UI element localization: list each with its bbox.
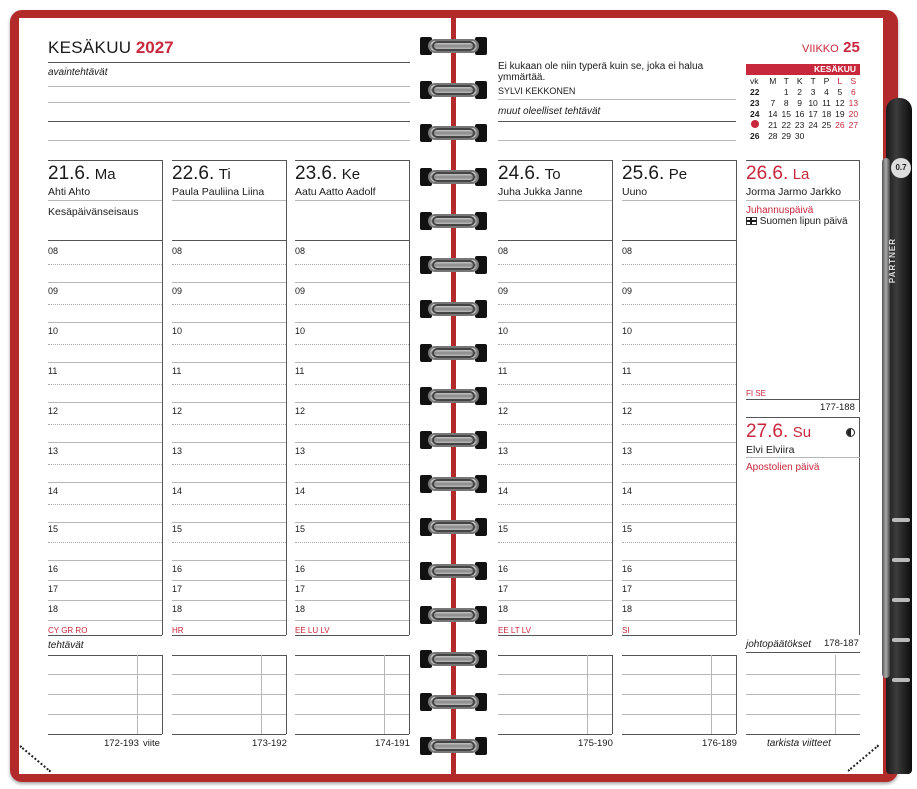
mini-calendar-week-row: 26 28 29 30 xyxy=(750,131,805,141)
pen-grip-ridge xyxy=(892,598,910,602)
reference-label: viite xyxy=(143,738,160,749)
saturday-flags: FI SE xyxy=(746,389,767,398)
hour-label: 09 xyxy=(48,286,59,296)
hour-label: 09 xyxy=(172,286,183,296)
saturday-date: 26.6. xyxy=(746,163,789,184)
hour-label: 12 xyxy=(622,406,633,416)
spiral-ring xyxy=(418,734,489,758)
hour-label: 18 xyxy=(622,604,633,614)
hour-label: 16 xyxy=(498,564,509,574)
hour-label: 18 xyxy=(295,604,306,614)
spiral-ring xyxy=(418,341,489,365)
hour-label: 11 xyxy=(172,366,182,376)
month-label: KESÄKUU xyxy=(48,38,132,57)
day-name: To xyxy=(544,166,561,183)
day-name: Ti xyxy=(218,166,231,183)
mini-calendar-header-row: vk M T K T P L S xyxy=(750,76,857,86)
saturday-event: Juhannuspäivä xyxy=(746,205,814,216)
spiral-ring xyxy=(418,472,489,496)
spiral-ring xyxy=(418,253,489,277)
saturday-name-days: Jorma Jarmo Jarkko xyxy=(746,186,842,198)
current-week-dot xyxy=(746,120,766,131)
day-name-days: Juha Jukka Janne xyxy=(498,186,583,198)
day-event: Kesäpäivänseisaus xyxy=(48,206,139,218)
pen-grip-ridge xyxy=(892,638,910,642)
day-name: Ke xyxy=(341,166,361,183)
spiral-ring xyxy=(418,384,489,408)
day-heading xyxy=(295,163,360,185)
day-date: 25.6. xyxy=(622,163,665,184)
sunday-heading xyxy=(746,421,811,443)
day-heading xyxy=(622,163,687,185)
day-date: 24.6. xyxy=(498,163,541,184)
day-name: Ma xyxy=(94,166,116,183)
hour-label: 17 xyxy=(48,584,59,594)
day-heading xyxy=(48,163,116,185)
day-pages: 175-190 xyxy=(578,738,613,749)
month-year-title xyxy=(48,38,174,58)
spiral-ring xyxy=(418,515,489,539)
saturday-pages: 177-188 xyxy=(820,402,855,413)
hour-label: 14 xyxy=(48,486,59,496)
pen-brand: PARTNER xyxy=(888,238,897,284)
pen-grip-ridge xyxy=(892,678,910,682)
hour-label: 17 xyxy=(498,584,509,594)
day-date: 23.6. xyxy=(295,163,338,184)
mini-calendar-current-week-row: 21 22 23 24 25 26 27 xyxy=(746,120,860,131)
quote-author: SYLVI KEKKONEN xyxy=(498,86,576,96)
hour-label: 14 xyxy=(295,486,306,496)
key-tasks-label: avaintehtävät xyxy=(48,67,108,78)
day-pages: 174-191 xyxy=(375,738,410,749)
spiral-ring xyxy=(418,34,489,58)
check-references-label: tarkista viitteet xyxy=(767,738,831,749)
hour-label: 13 xyxy=(48,446,59,456)
hour-label: 16 xyxy=(172,564,183,574)
conclusions-label: johtopäätökset xyxy=(746,639,812,650)
pen-grip-ridge xyxy=(892,558,910,562)
day-heading xyxy=(498,163,561,185)
sunday-event: Apostolien päivä xyxy=(746,462,820,473)
week-number: 25 xyxy=(843,39,860,56)
pen-size-badge: 0.7 xyxy=(891,158,911,178)
day-flags: HR xyxy=(172,626,184,635)
sunday-date: 27.6. xyxy=(746,421,789,442)
mini-calendar-week-row: 23 7 8 9 10 11 12 13 xyxy=(750,98,859,108)
day-name-days: Aatu Aatto Aadolf xyxy=(295,186,376,198)
year-label: 2027 xyxy=(135,38,174,57)
flag-day xyxy=(746,216,848,227)
hour-label: 16 xyxy=(622,564,633,574)
hour-label: 09 xyxy=(295,286,306,296)
hour-label: 13 xyxy=(622,446,633,456)
mini-calendar-week-row: 24 14 15 16 17 18 19 20 xyxy=(750,109,859,119)
day-name-days: Paula Pauliina Liina xyxy=(172,186,265,198)
spiral-ring xyxy=(418,121,489,145)
spiral-ring xyxy=(418,428,489,452)
hour-label: 12 xyxy=(295,406,306,416)
hour-label: 12 xyxy=(48,406,59,416)
hour-label: 12 xyxy=(498,406,509,416)
week-label: VIIKKO xyxy=(802,43,839,55)
spiral-ring xyxy=(418,559,489,583)
hour-label: 16 xyxy=(48,564,59,574)
hour-label: 10 xyxy=(48,326,59,336)
hour-label: 10 xyxy=(622,326,633,336)
hour-label: 08 xyxy=(48,246,59,256)
finnish-flag-icon xyxy=(746,217,757,225)
hour-label: 17 xyxy=(295,584,306,594)
hour-label: 10 xyxy=(172,326,183,336)
hour-label: 18 xyxy=(48,604,59,614)
hour-label: 15 xyxy=(622,524,633,534)
hour-label: 17 xyxy=(622,584,633,594)
day-name-days: Uuno xyxy=(622,186,648,198)
hour-label: 08 xyxy=(622,246,633,256)
saturday-heading xyxy=(746,163,809,185)
spiral-ring xyxy=(418,690,489,714)
hour-label: 08 xyxy=(295,246,306,256)
hour-label: 14 xyxy=(172,486,183,496)
left-page xyxy=(19,18,451,774)
sunday-name: Su xyxy=(792,424,812,441)
week-indicator xyxy=(802,39,860,57)
spiral-ring xyxy=(418,603,489,627)
moon-phase-icon xyxy=(846,428,855,437)
other-tasks-label: muut oleelliset tehtävät xyxy=(498,106,601,117)
hour-label: 17 xyxy=(172,584,183,594)
pen-grip-ridge xyxy=(892,518,910,522)
saturday-name: La xyxy=(792,166,810,183)
flag-day-label: Suomen lipun päivä xyxy=(759,216,848,227)
hour-label: 15 xyxy=(172,524,183,534)
hour-label: 08 xyxy=(498,246,509,256)
hour-label: 13 xyxy=(295,446,306,456)
hour-label: 15 xyxy=(295,524,306,534)
hour-label: 11 xyxy=(295,366,305,376)
hour-label: 16 xyxy=(295,564,306,574)
tasks-label: tehtävät xyxy=(48,640,84,651)
day-pages: 172-193 xyxy=(104,738,139,749)
day-pages: 173-192 xyxy=(252,738,287,749)
quote-text: Ei kukaan ole niin typerä kuin se, joka ei halua ymmärtää. xyxy=(498,61,704,83)
day-date: 21.6. xyxy=(48,163,91,184)
hour-label: 18 xyxy=(498,604,509,614)
hour-label: 14 xyxy=(498,486,509,496)
pen-clip xyxy=(882,158,890,678)
hour-label: 09 xyxy=(622,286,633,296)
hour-label: 10 xyxy=(498,326,509,336)
hour-label: 09 xyxy=(498,286,509,296)
hour-label: 15 xyxy=(48,524,59,534)
pen[interactable] xyxy=(882,98,914,774)
spiral-ring xyxy=(418,209,489,233)
hour-label: 11 xyxy=(498,366,508,376)
spiral-ring xyxy=(418,78,489,102)
hour-label: 08 xyxy=(172,246,183,256)
day-flags: EE LT LV xyxy=(498,626,531,635)
hour-label: 14 xyxy=(622,486,633,496)
mini-calendar-month: KESÄKUU xyxy=(746,64,860,75)
hour-label: 13 xyxy=(172,446,183,456)
day-date: 22.6. xyxy=(172,163,215,184)
hour-label: 12 xyxy=(172,406,183,416)
hour-label: 18 xyxy=(172,604,183,614)
sunday-pages: 178-187 xyxy=(824,638,859,649)
day-flags: EE LU LV xyxy=(295,626,330,635)
hour-label: 13 xyxy=(498,446,509,456)
day-pages: 176-189 xyxy=(702,738,737,749)
spiral-ring xyxy=(418,165,489,189)
hour-label: 11 xyxy=(48,366,58,376)
day-name: Pe xyxy=(668,166,688,183)
mini-calendar-week-row: 22 1 2 3 4 5 6 xyxy=(750,87,856,97)
day-flags: CY GR RO xyxy=(48,626,88,635)
hour-label: 15 xyxy=(498,524,509,534)
hour-label: 11 xyxy=(622,366,632,376)
day-heading xyxy=(172,163,231,185)
day-flags: SI xyxy=(622,626,630,635)
spiral-ring xyxy=(418,647,489,671)
hour-label: 10 xyxy=(295,326,306,336)
sunday-name-days: Elvi Elviira xyxy=(746,444,795,456)
day-name-days: Ahti Ahto xyxy=(48,186,91,198)
spiral-ring xyxy=(418,297,489,321)
